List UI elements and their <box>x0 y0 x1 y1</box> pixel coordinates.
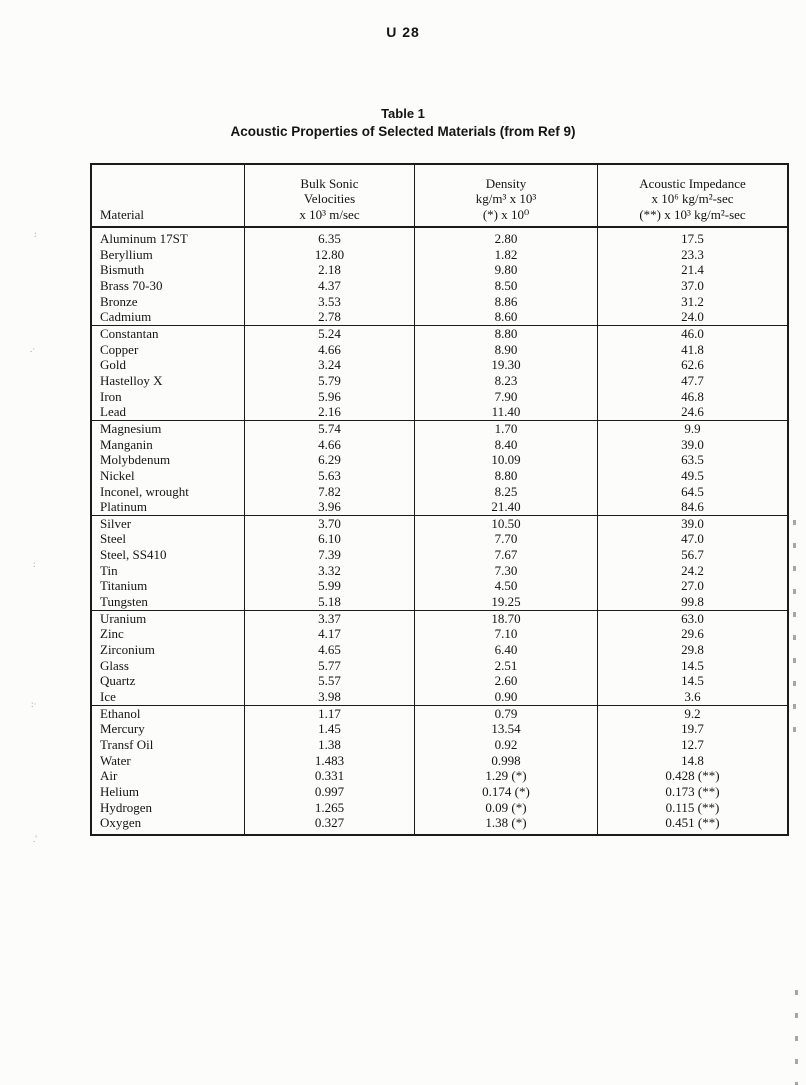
cell-impedance: 19.7 <box>598 721 789 737</box>
column-header-density <box>415 164 598 227</box>
cell-velocity: 5.18 <box>245 594 415 610</box>
cell-velocity: 5.63 <box>245 468 415 484</box>
table-row <box>91 342 788 358</box>
table-row <box>91 247 788 263</box>
cell-material: Constantan <box>91 325 245 341</box>
cell-density: 0.90 <box>415 689 598 705</box>
cell-velocity: 1.38 <box>245 737 415 753</box>
table-row <box>91 278 788 294</box>
cell-density: 1.38 (*) <box>415 815 598 835</box>
cell-density: 18.70 <box>415 610 598 626</box>
cell-material: Water <box>100 752 131 768</box>
cell-impedance: 14.5 <box>598 673 789 689</box>
table-row <box>91 626 788 642</box>
table-row <box>91 437 788 453</box>
cell-density: 0.79 <box>415 705 598 721</box>
cell-impedance: 14.5 <box>598 658 789 674</box>
cell-velocity: 4.66 <box>245 342 415 358</box>
cell-density: 8.80 <box>415 468 598 484</box>
cell-material: Uranium <box>91 610 245 626</box>
table-row <box>91 389 788 405</box>
cell-velocity: 5.96 <box>245 389 415 405</box>
table-row <box>91 753 788 769</box>
table-row <box>91 563 788 579</box>
cell-density: 8.60 <box>415 309 598 325</box>
table-row <box>91 594 788 610</box>
cell-velocity: 0.331 <box>245 768 415 784</box>
table-row <box>91 452 788 468</box>
column-header-velocity <box>245 164 415 227</box>
cell-density: 8.90 <box>415 342 598 358</box>
cell-velocity: 3.37 <box>245 610 415 626</box>
cell-impedance: 99.8 <box>598 594 789 610</box>
cell-material: Gold <box>100 357 126 373</box>
column-header-line: Material <box>100 206 145 222</box>
cell-density: 0.09 (*) <box>415 800 598 816</box>
cell-impedance: 47.7 <box>598 373 789 389</box>
cell-material: Aluminum 17ST <box>100 231 188 246</box>
cell-material: Quartz <box>100 673 136 689</box>
acoustic-properties-table <box>90 163 789 836</box>
cell-material: Hastelloy X <box>100 372 163 388</box>
scan-artifact <box>793 520 796 750</box>
cell-material: Ice <box>100 689 116 705</box>
cell-density: 2.60 <box>415 673 598 689</box>
cell-material: Platinum <box>100 499 147 515</box>
cell-density: 8.23 <box>415 373 598 389</box>
cell-velocity: 4.66 <box>245 437 415 453</box>
cell-velocity: 1.45 <box>245 721 415 737</box>
column-header-line: Acoustic Impedance <box>639 175 746 191</box>
cell-velocity: 5.77 <box>245 658 415 674</box>
scan-artifact <box>795 990 798 1085</box>
table-row <box>91 658 788 674</box>
table-row <box>91 737 788 753</box>
scan-artifact: : <box>34 229 37 239</box>
cell-density: 0.174 (*) <box>415 784 598 800</box>
page-number-header: U 28 <box>386 24 420 40</box>
table-row <box>91 578 788 594</box>
table-row <box>91 404 788 420</box>
cell-density: 9.80 <box>415 262 598 278</box>
cell-impedance: 49.5 <box>598 468 789 484</box>
cell-material: Mercury <box>100 721 145 737</box>
cell-velocity: 1.17 <box>245 705 415 721</box>
cell-velocity: 2.78 <box>245 309 415 325</box>
cell-velocity: 3.53 <box>245 294 415 310</box>
column-header-line: kg/m³ x 10³ <box>475 191 537 206</box>
cell-velocity: 5.74 <box>245 420 415 436</box>
cell-density: 4.50 <box>415 578 598 594</box>
cell-material: Beryllium <box>100 246 153 262</box>
cell-impedance: 24.2 <box>598 563 789 579</box>
cell-material: Glass <box>100 657 129 673</box>
cell-material: Manganin <box>100 436 153 452</box>
column-header-line: x 10⁶ kg/m²-sec <box>651 191 734 206</box>
cell-velocity: 7.39 <box>245 547 415 563</box>
cell-impedance: 63.0 <box>598 610 789 626</box>
cell-density: 6.40 <box>415 642 598 658</box>
cell-velocity: 0.997 <box>245 784 415 800</box>
cell-velocity: 6.29 <box>245 452 415 468</box>
table-header <box>91 164 788 227</box>
cell-velocity: 3.32 <box>245 563 415 579</box>
cell-velocity: 4.37 <box>245 278 415 294</box>
cell-material: Hydrogen <box>100 799 152 815</box>
cell-impedance: 3.6 <box>598 689 789 705</box>
cell-material: Zinc <box>100 626 124 642</box>
cell-material: Steel <box>100 531 126 547</box>
column-header-material <box>91 164 245 227</box>
cell-velocity: 3.24 <box>245 357 415 373</box>
cell-density: 10.09 <box>415 452 598 468</box>
cell-velocity: 2.16 <box>245 404 415 420</box>
table-row <box>91 309 788 325</box>
table-row <box>91 689 788 705</box>
table-row <box>91 499 788 515</box>
column-header-impedance <box>598 164 789 227</box>
cell-density: 8.86 <box>415 294 598 310</box>
cell-density: 7.10 <box>415 626 598 642</box>
cell-impedance: 17.5 <box>598 227 789 247</box>
cell-material: Silver <box>91 515 245 531</box>
cell-impedance: 46.0 <box>598 325 789 341</box>
cell-density: 21.40 <box>415 499 598 515</box>
cell-material: Oxygen <box>100 815 142 831</box>
table-body <box>91 227 788 835</box>
cell-velocity: 7.82 <box>245 484 415 500</box>
table-header-row <box>91 164 788 227</box>
table-row <box>91 294 788 310</box>
cell-impedance: 9.2 <box>598 705 789 721</box>
cell-impedance: 31.2 <box>598 294 789 310</box>
cell-impedance: 0.115 (**) <box>598 800 789 816</box>
cell-impedance: 29.6 <box>598 626 789 642</box>
table-row <box>91 420 788 436</box>
cell-impedance: 29.8 <box>598 642 789 658</box>
cell-density: 8.25 <box>415 484 598 500</box>
cell-velocity: 5.24 <box>245 325 415 341</box>
cell-velocity: 1.265 <box>245 800 415 816</box>
table-row <box>91 227 788 247</box>
cell-density: 13.54 <box>415 721 598 737</box>
cell-velocity: 0.327 <box>245 815 415 835</box>
cell-material: Magnesium <box>91 420 245 436</box>
cell-material: Transf Oil <box>100 737 154 752</box>
cell-density: 2.51 <box>415 658 598 674</box>
table-row <box>91 610 788 626</box>
scan-artifact: .· <box>30 344 36 354</box>
cell-density: 7.70 <box>415 531 598 547</box>
cell-impedance: 56.7 <box>598 547 789 563</box>
cell-impedance: 9.9 <box>598 420 789 436</box>
cell-density: 0.92 <box>415 737 598 753</box>
cell-velocity: 5.99 <box>245 578 415 594</box>
cell-density: 2.80 <box>415 227 598 247</box>
table-row <box>91 784 788 800</box>
cell-velocity: 1.483 <box>245 753 415 769</box>
cell-velocity: 5.57 <box>245 673 415 689</box>
table-row <box>91 705 788 721</box>
table-row <box>91 531 788 547</box>
cell-velocity: 5.79 <box>245 373 415 389</box>
cell-density: 8.80 <box>415 325 598 341</box>
scan-artifact: .' <box>33 834 37 844</box>
cell-density: 11.40 <box>415 404 598 420</box>
cell-impedance: 47.0 <box>598 531 789 547</box>
table-title-block <box>0 106 806 139</box>
cell-material: Helium <box>100 783 139 799</box>
cell-material: Air <box>100 768 118 784</box>
table-row <box>91 673 788 689</box>
cell-material: Bismuth <box>100 262 145 278</box>
scan-artifact: : <box>33 559 36 569</box>
cell-impedance: 62.6 <box>598 357 789 373</box>
cell-impedance: 0.451 (**) <box>598 815 789 835</box>
cell-velocity: 6.10 <box>245 531 415 547</box>
table-row <box>91 468 788 484</box>
cell-velocity: 4.17 <box>245 626 415 642</box>
cell-impedance: 64.5 <box>598 484 789 500</box>
cell-impedance: 24.0 <box>598 309 789 325</box>
cell-velocity: 3.70 <box>245 515 415 531</box>
table-row <box>91 373 788 389</box>
cell-impedance: 0.428 (**) <box>598 768 789 784</box>
cell-material: Iron <box>100 388 122 404</box>
cell-impedance: 24.6 <box>598 404 789 420</box>
column-header-line: x 10³ m/sec <box>299 206 360 222</box>
cell-density: 8.40 <box>415 437 598 453</box>
cell-material: Cadmium <box>100 309 152 325</box>
cell-impedance: 27.0 <box>598 578 789 594</box>
table-row <box>91 642 788 658</box>
table-row <box>91 484 788 500</box>
cell-material: Inconel, wrought <box>100 483 189 499</box>
cell-density: 19.30 <box>415 357 598 373</box>
cell-velocity: 6.35 <box>245 227 415 247</box>
cell-impedance: 46.8 <box>598 389 789 405</box>
cell-impedance: 84.6 <box>598 499 789 515</box>
cell-density: 7.90 <box>415 389 598 405</box>
cell-material: Steel, SS410 <box>100 547 167 563</box>
table-row <box>91 768 788 784</box>
cell-velocity: 2.18 <box>245 262 415 278</box>
table-row <box>91 515 788 531</box>
cell-impedance: 23.3 <box>598 247 789 263</box>
table-row <box>91 325 788 341</box>
cell-impedance: 41.8 <box>598 342 789 358</box>
column-header-line: Velocities <box>303 191 356 206</box>
cell-material: Lead <box>100 404 126 420</box>
cell-material: Titanium <box>100 578 148 594</box>
column-header-line: Density <box>485 175 527 191</box>
scan-artifact: :· <box>31 699 37 709</box>
cell-material: Brass 70-30 <box>100 277 163 293</box>
column-header-line: (*) x 10⁰ <box>482 206 530 222</box>
table-row <box>91 800 788 816</box>
table-row <box>91 357 788 373</box>
cell-velocity: 12.80 <box>245 247 415 263</box>
table-row <box>91 815 788 835</box>
cell-density: 1.70 <box>415 420 598 436</box>
table-row <box>91 262 788 278</box>
cell-velocity: 3.96 <box>245 499 415 515</box>
cell-material: Copper <box>100 341 139 357</box>
cell-velocity: 3.98 <box>245 689 415 705</box>
cell-density: 0.998 <box>415 753 598 769</box>
column-header-line: (**) x 10³ kg/m²-sec <box>639 206 746 222</box>
column-header-line: Bulk Sonic <box>300 175 359 191</box>
cell-density: 7.67 <box>415 547 598 563</box>
cell-density: 19.25 <box>415 594 598 610</box>
table-row <box>91 547 788 563</box>
cell-impedance: 63.5 <box>598 452 789 468</box>
table-row <box>91 721 788 737</box>
cell-material: Nickel <box>100 467 135 483</box>
cell-impedance: 21.4 <box>598 262 789 278</box>
table-title: Table 1 <box>381 106 425 121</box>
cell-material: Ethanol <box>91 705 245 721</box>
cell-impedance: 0.173 (**) <box>598 784 789 800</box>
cell-velocity: 4.65 <box>245 642 415 658</box>
cell-impedance: 37.0 <box>598 278 789 294</box>
cell-density: 1.29 (*) <box>415 768 598 784</box>
cell-density: 8.50 <box>415 278 598 294</box>
cell-density: 7.30 <box>415 563 598 579</box>
cell-material: Tin <box>100 562 118 578</box>
cell-impedance: 14.8 <box>598 753 789 769</box>
cell-impedance: 39.0 <box>598 437 789 453</box>
cell-material: Zirconium <box>100 642 155 658</box>
cell-density: 10.50 <box>415 515 598 531</box>
cell-material: Bronze <box>100 293 138 309</box>
cell-impedance: 12.7 <box>598 737 789 753</box>
cell-material: Tungsten <box>100 594 148 610</box>
cell-density: 1.82 <box>415 247 598 263</box>
cell-impedance: 39.0 <box>598 515 789 531</box>
table-subtitle: Acoustic Properties of Selected Materials (from Ref 9) <box>230 124 576 139</box>
cell-material: Molybdenum <box>100 452 171 468</box>
